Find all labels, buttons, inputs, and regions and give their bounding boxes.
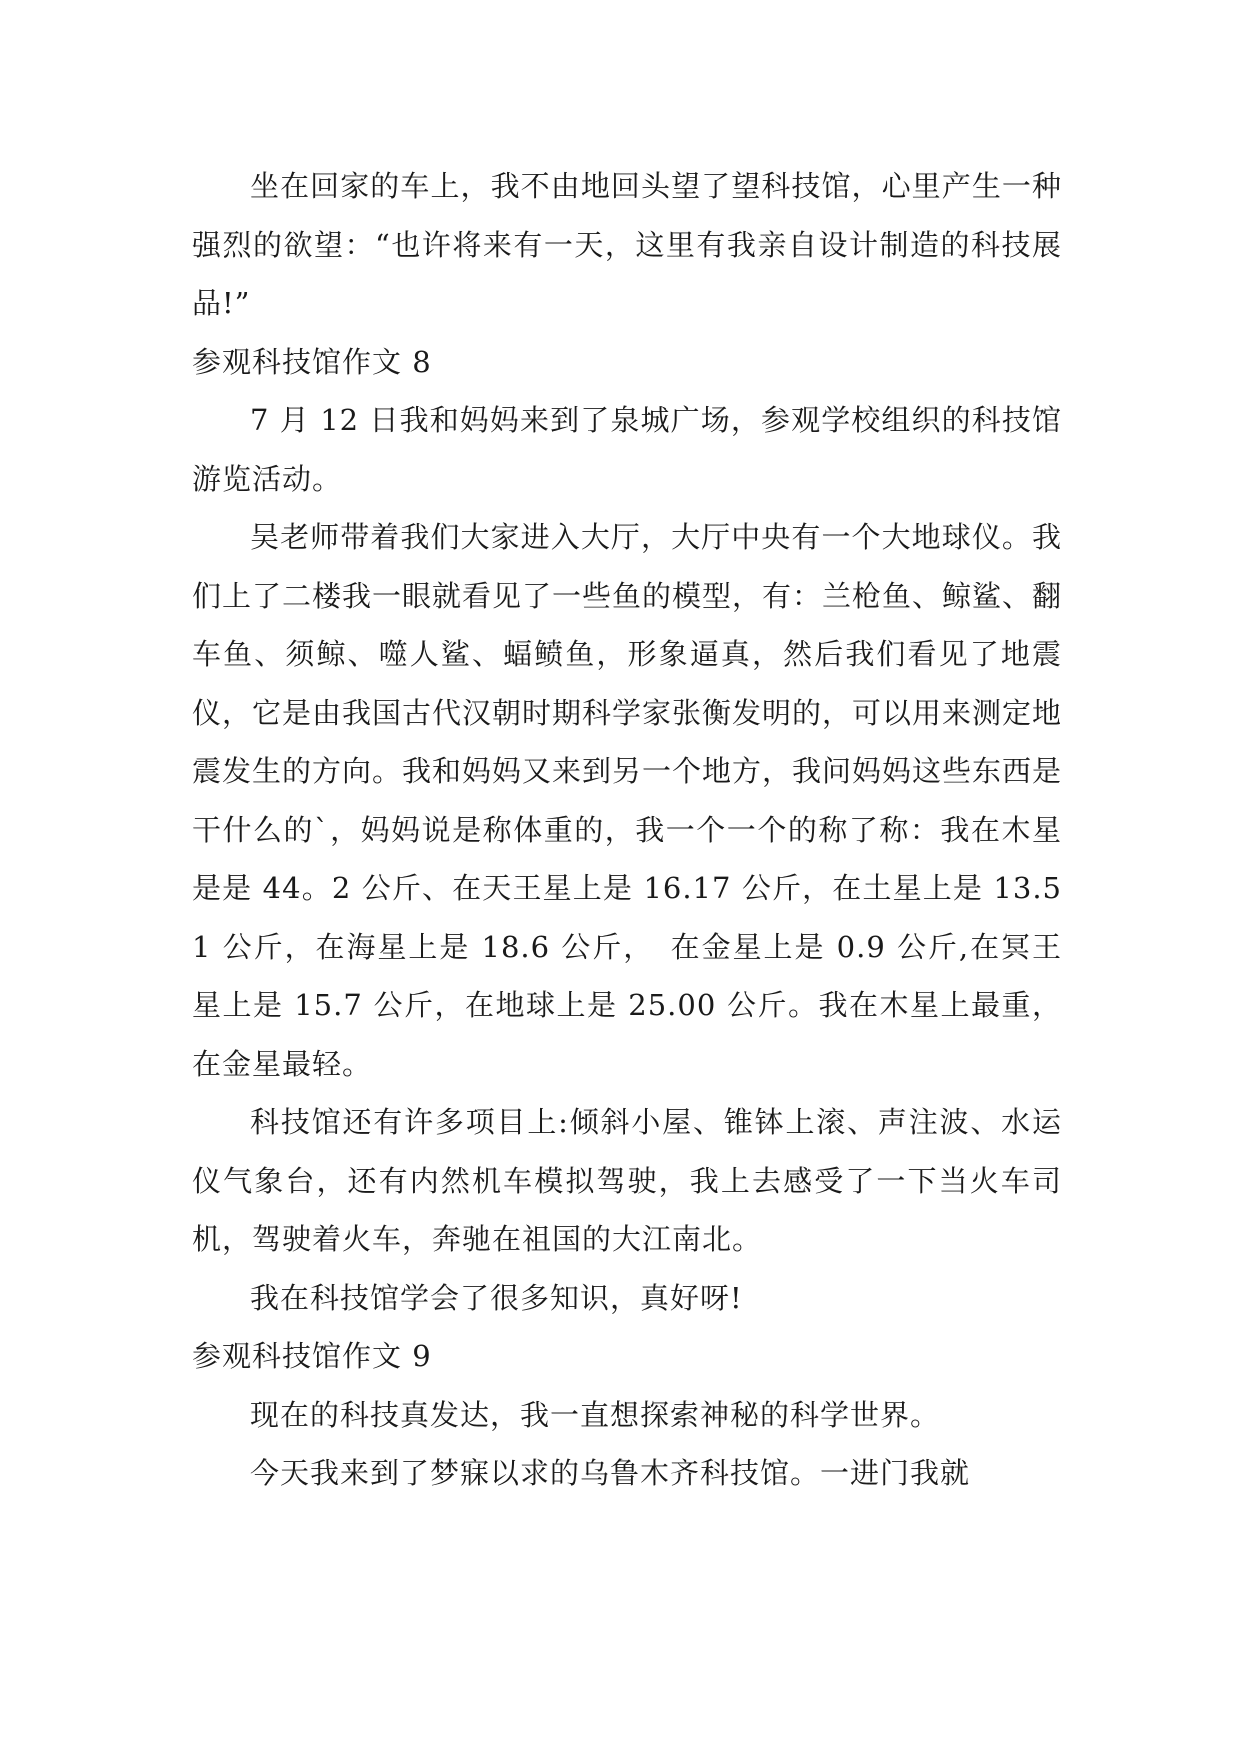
- paragraph-exhibits: 吴老师带着我们大家进入大厅，大厅中央有一个大地球仪。我们上了二楼我一眼就看见了一些鱼的模型，有：兰枪鱼、鲸鲨、翻车鱼、须鲸、噬人鲨、蝠鲼鱼，形象逼真，然后我们看见了地震 仪，它是由我国古代汉朝时期科学家张衡发明的，可以用来测定地震发生的方向。我和妈妈又来到另一个地方，我问妈妈这些东西是干什么的`，妈妈说是称体重的，我一个一个的称了称：我在木星是是 44。2 公斤、在天王星上是 16.17 公斤，在土星上是 13.51 公斤，在海星上是 18.6 公斤， 在金星上是 0.9 公斤,在冥王星上是 15.7 公斤，在地球上是 25.00 公斤。我在木星上最重，在金星最轻。: [192, 520, 1063, 1081]
- paragraph-arrival-9: 今天我来到了梦寐以求的乌鲁木齐科技馆。一进门我就: [250, 1456, 971, 1490]
- paragraph-projects: 科技馆还有许多项目上:倾斜小屋、锥钵上滚、声注波、水运仪气象台，还有内然机车模拟驾驶，我上去感受了一下当火车司机，驾驶着火车，奔驰在祖国的大江南北。: [192, 1105, 1062, 1256]
- paragraph-conclusion: 我在科技馆学会了很多知识，真好呀!: [250, 1280, 743, 1315]
- essay-title-9: 参观科技馆作文 9: [192, 1339, 432, 1373]
- essay-title-8: 参观科技馆作文 8: [192, 344, 432, 379]
- document-body: [192, 157, 1062, 1503]
- paragraph-ride-home: 坐在回家的车上，我不由地回头望了望科技馆，心里产生一种强烈的欲望：“也许将来有一天，这里有我亲自设计制造的科技展品!”: [192, 169, 1062, 320]
- paragraph-visit-date: 7 月 12 日我和妈妈来到了泉城广场，参观学校组织的科技馆游览活动。: [192, 403, 1062, 496]
- paragraph-intro-9: 现在的科技真发达，我一直想探索神秘的科学世界。: [250, 1397, 941, 1432]
